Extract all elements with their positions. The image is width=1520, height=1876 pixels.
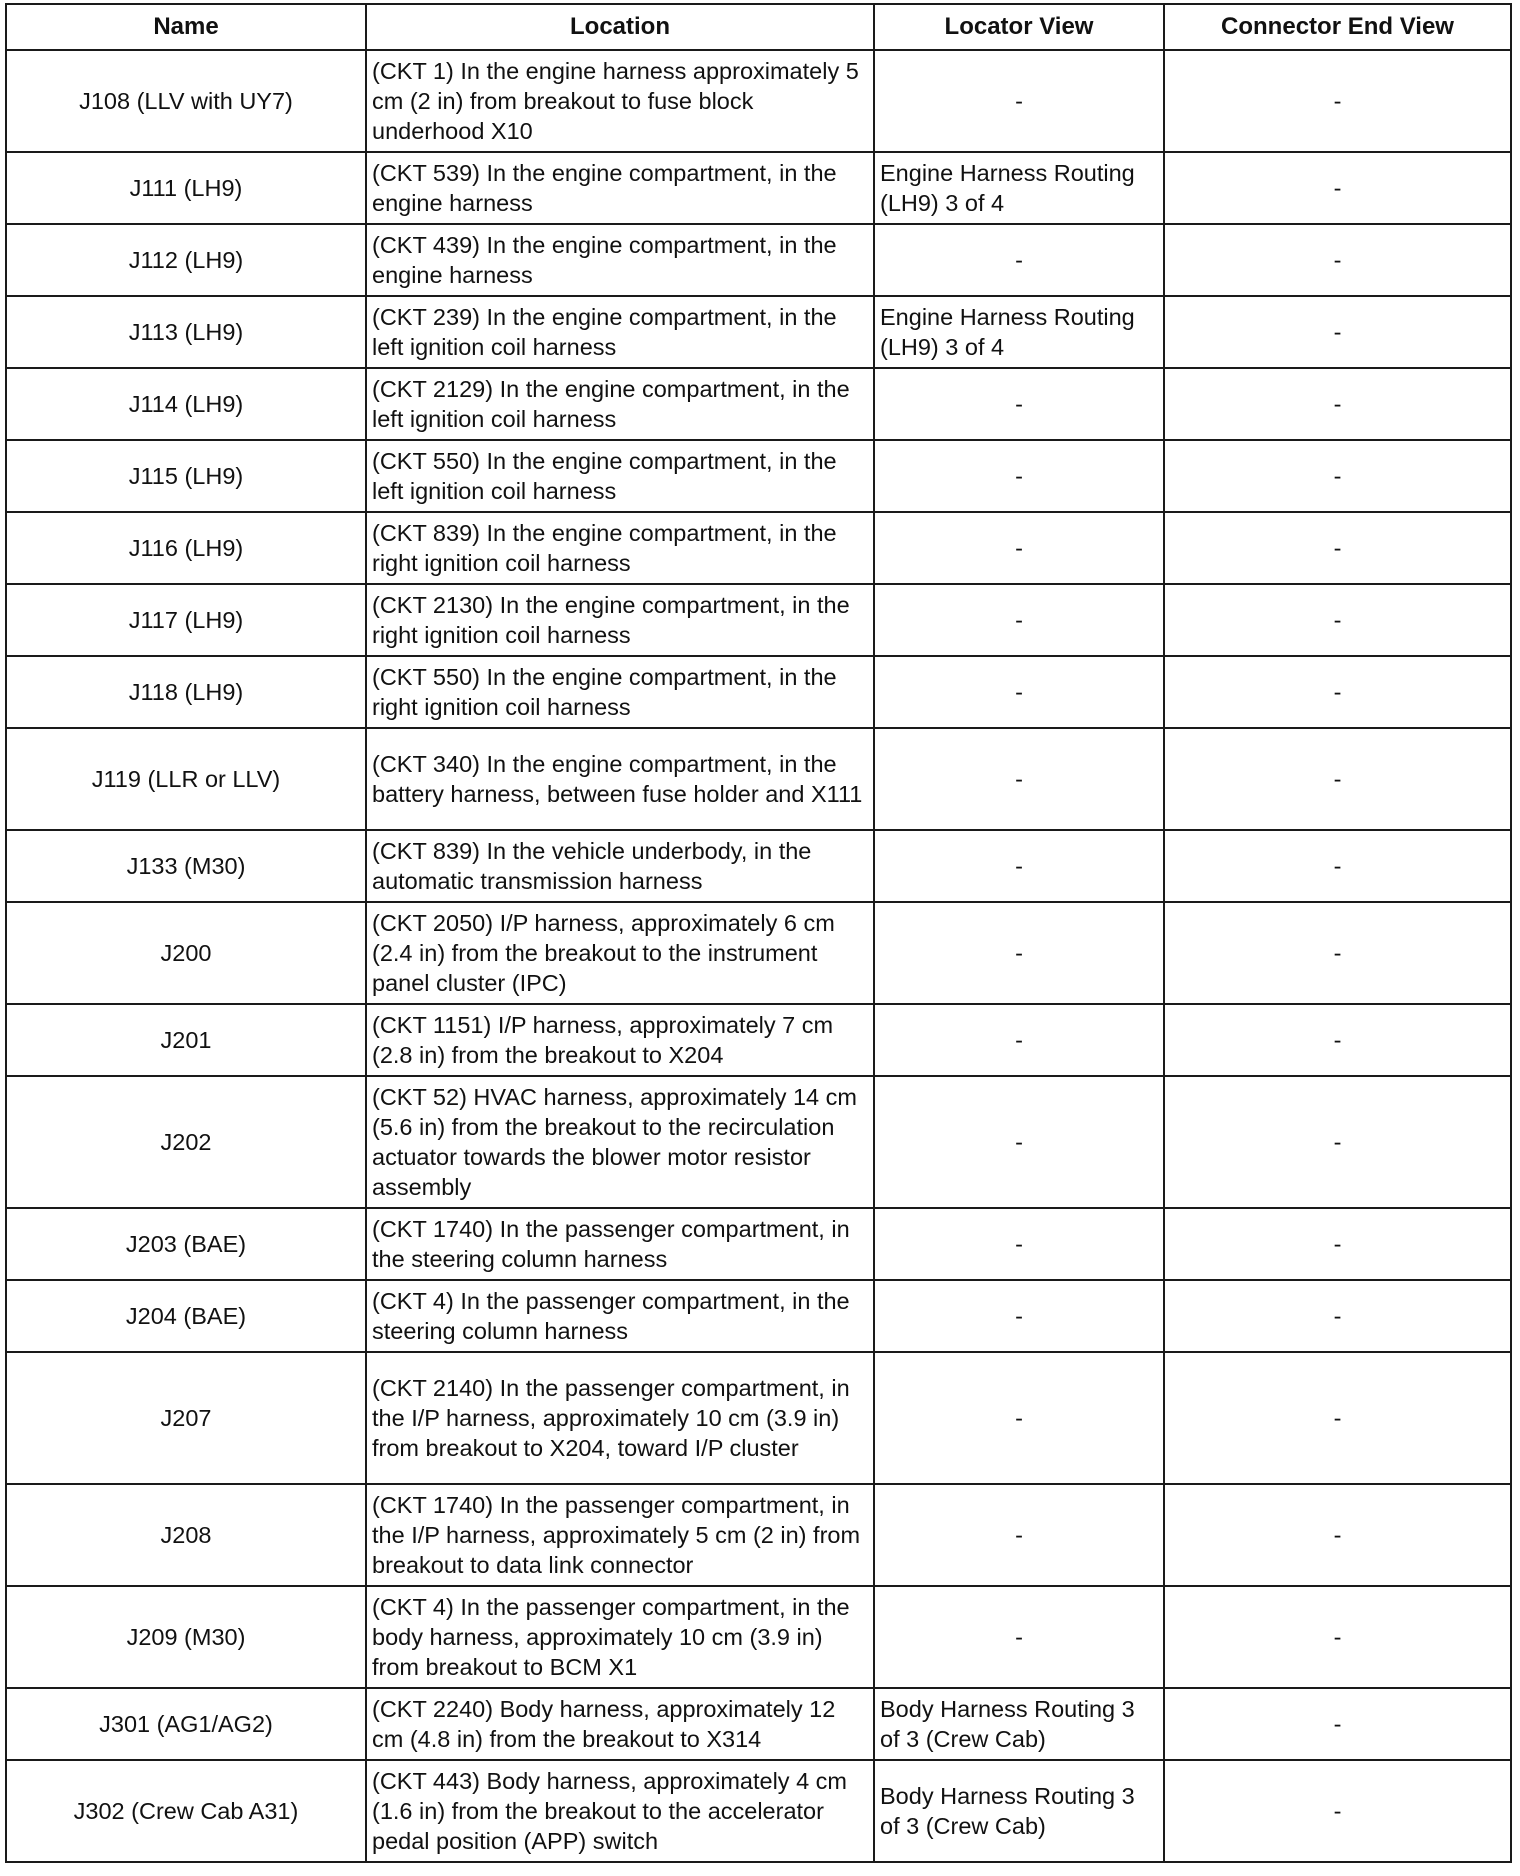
row-connector-end-view: - bbox=[1164, 1280, 1511, 1352]
row-locator-view: Engine Harness Routing (LH9) 3 of 4 bbox=[874, 152, 1164, 224]
table-row bbox=[6, 1586, 1511, 1688]
row-connector-end-view: - bbox=[1164, 1352, 1511, 1484]
row-location: (CKT 1) In the engine harness approximately 5 cm (2 in) from breakout to fuse block underhood X10 bbox=[366, 50, 874, 152]
row-name: J108 (LLV with UY7) bbox=[6, 50, 366, 152]
table-row bbox=[6, 830, 1511, 902]
row-name: J112 (LH9) bbox=[6, 224, 366, 296]
row-locator-view: - bbox=[874, 224, 1164, 296]
row-location: (CKT 2240) Body harness, approximately 12 cm (4.8 in) from the breakout to X314 bbox=[366, 1688, 874, 1760]
header-location: Location bbox=[366, 4, 874, 50]
row-location: (CKT 340) In the engine compartment, in the battery harness, between fuse holder and X111 bbox=[366, 728, 874, 830]
row-location: (CKT 1151) I/P harness, approximately 7 cm (2.8 in) from the breakout to X204 bbox=[366, 1004, 874, 1076]
row-locator-view: - bbox=[874, 1208, 1164, 1280]
table-row bbox=[6, 656, 1511, 728]
row-name: J204 (BAE) bbox=[6, 1280, 366, 1352]
row-name: J209 (M30) bbox=[6, 1586, 366, 1688]
row-connector-end-view: - bbox=[1164, 1760, 1511, 1862]
row-location: (CKT 550) In the engine compartment, in the right ignition coil harness bbox=[366, 656, 874, 728]
row-name: J113 (LH9) bbox=[6, 296, 366, 368]
row-connector-end-view: - bbox=[1164, 1688, 1511, 1760]
row-location: (CKT 2129) In the engine compartment, in the left ignition coil harness bbox=[366, 368, 874, 440]
table-row bbox=[6, 368, 1511, 440]
row-name: J116 (LH9) bbox=[6, 512, 366, 584]
row-locator-view: - bbox=[874, 512, 1164, 584]
row-location: (CKT 2140) In the passenger compartment, in the I/P harness, approximately 10 cm (3.9 in) from breakout to X204, toward I/P cluster bbox=[366, 1352, 874, 1484]
row-location: (CKT 1740) In the passenger compartment, in the steering column harness bbox=[366, 1208, 874, 1280]
row-location: (CKT 4) In the passenger compartment, in the steering column harness bbox=[366, 1280, 874, 1352]
row-name: J203 (BAE) bbox=[6, 1208, 366, 1280]
table-row bbox=[6, 224, 1511, 296]
table-row bbox=[6, 902, 1511, 1004]
table-row bbox=[6, 1076, 1511, 1208]
row-name: J119 (LLR or LLV) bbox=[6, 728, 366, 830]
row-location: (CKT 1740) In the passenger compartment, in the I/P harness, approximately 5 cm (2 in) from breakout to data link connector bbox=[366, 1484, 874, 1586]
row-connector-end-view: - bbox=[1164, 584, 1511, 656]
row-location: (CKT 4) In the passenger compartment, in the body harness, approximately 10 cm (3.9 in) from breakout to BCM X1 bbox=[366, 1586, 874, 1688]
row-name: J301 (AG1/AG2) bbox=[6, 1688, 366, 1760]
row-locator-view: - bbox=[874, 50, 1164, 152]
row-name: J117 (LH9) bbox=[6, 584, 366, 656]
row-location: (CKT 52) HVAC harness, approximately 14 cm (5.6 in) from the breakout to the recirculation actuator towards the blower motor resistor assembly bbox=[366, 1076, 874, 1208]
splice-locations-table bbox=[5, 3, 1512, 1863]
row-location: (CKT 539) In the engine compartment, in the engine harness bbox=[366, 152, 874, 224]
row-locator-view: - bbox=[874, 368, 1164, 440]
row-location: (CKT 839) In the vehicle underbody, in the automatic transmission harness bbox=[366, 830, 874, 902]
row-connector-end-view: - bbox=[1164, 1004, 1511, 1076]
table-row bbox=[6, 1280, 1511, 1352]
row-locator-view: - bbox=[874, 830, 1164, 902]
row-connector-end-view: - bbox=[1164, 224, 1511, 296]
header-name: Name bbox=[6, 4, 366, 50]
row-locator-view: - bbox=[874, 1352, 1164, 1484]
row-name: J201 bbox=[6, 1004, 366, 1076]
row-locator-view: - bbox=[874, 440, 1164, 512]
table-row bbox=[6, 1688, 1511, 1760]
row-connector-end-view: - bbox=[1164, 512, 1511, 584]
row-locator-view: Engine Harness Routing (LH9) 3 of 4 bbox=[874, 296, 1164, 368]
row-connector-end-view: - bbox=[1164, 440, 1511, 512]
table-row bbox=[6, 440, 1511, 512]
table-row bbox=[6, 1004, 1511, 1076]
table-row bbox=[6, 296, 1511, 368]
splice-table-sheet bbox=[5, 3, 1512, 1863]
row-location: (CKT 550) In the engine compartment, in the left ignition coil harness bbox=[366, 440, 874, 512]
header-connector-end-view: Connector End View bbox=[1164, 4, 1511, 50]
row-name: J208 bbox=[6, 1484, 366, 1586]
row-connector-end-view: - bbox=[1164, 1208, 1511, 1280]
row-name: J207 bbox=[6, 1352, 366, 1484]
row-locator-view: - bbox=[874, 1586, 1164, 1688]
row-name: J111 (LH9) bbox=[6, 152, 366, 224]
row-location: (CKT 2130) In the engine compartment, in the right ignition coil harness bbox=[366, 584, 874, 656]
table-row bbox=[6, 512, 1511, 584]
row-connector-end-view: - bbox=[1164, 728, 1511, 830]
table-row bbox=[6, 728, 1511, 830]
header-locator-view: Locator View bbox=[874, 4, 1164, 50]
row-connector-end-view: - bbox=[1164, 50, 1511, 152]
row-location: (CKT 239) In the engine compartment, in the left ignition coil harness bbox=[366, 296, 874, 368]
row-location: (CKT 839) In the engine compartment, in the right ignition coil harness bbox=[366, 512, 874, 584]
row-locator-view: - bbox=[874, 902, 1164, 1004]
row-connector-end-view: - bbox=[1164, 1484, 1511, 1586]
row-locator-view: - bbox=[874, 1280, 1164, 1352]
row-locator-view: - bbox=[874, 1076, 1164, 1208]
row-connector-end-view: - bbox=[1164, 902, 1511, 1004]
table-row bbox=[6, 1760, 1511, 1862]
row-name: J200 bbox=[6, 902, 366, 1004]
row-locator-view: Body Harness Routing 3 of 3 (Crew Cab) bbox=[874, 1760, 1164, 1862]
row-location: (CKT 439) In the engine compartment, in the engine harness bbox=[366, 224, 874, 296]
table-row bbox=[6, 152, 1511, 224]
table-row bbox=[6, 1484, 1511, 1586]
row-locator-view: - bbox=[874, 728, 1164, 830]
row-connector-end-view: - bbox=[1164, 656, 1511, 728]
row-connector-end-view: - bbox=[1164, 152, 1511, 224]
row-locator-view: - bbox=[874, 1484, 1164, 1586]
row-connector-end-view: - bbox=[1164, 368, 1511, 440]
row-location: (CKT 443) Body harness, approximately 4 cm (1.6 in) from the breakout to the accelerator pedal position (APP) switch bbox=[366, 1760, 874, 1862]
row-connector-end-view: - bbox=[1164, 296, 1511, 368]
row-locator-view: - bbox=[874, 584, 1164, 656]
row-locator-view: - bbox=[874, 1004, 1164, 1076]
row-connector-end-view: - bbox=[1164, 1586, 1511, 1688]
row-name: J118 (LH9) bbox=[6, 656, 366, 728]
row-location: (CKT 2050) I/P harness, approximately 6 cm (2.4 in) from the breakout to the instrument panel cluster (IPC) bbox=[366, 902, 874, 1004]
table-row bbox=[6, 1208, 1511, 1280]
table-header-row bbox=[6, 4, 1511, 50]
table-row bbox=[6, 584, 1511, 656]
table-row bbox=[6, 1352, 1511, 1484]
row-locator-view: - bbox=[874, 656, 1164, 728]
row-connector-end-view: - bbox=[1164, 830, 1511, 902]
row-name: J115 (LH9) bbox=[6, 440, 366, 512]
row-name: J302 (Crew Cab A31) bbox=[6, 1760, 366, 1862]
row-locator-view: Body Harness Routing 3 of 3 (Crew Cab) bbox=[874, 1688, 1164, 1760]
row-name: J133 (M30) bbox=[6, 830, 366, 902]
row-connector-end-view: - bbox=[1164, 1076, 1511, 1208]
row-name: J114 (LH9) bbox=[6, 368, 366, 440]
table-row bbox=[6, 50, 1511, 152]
row-name: J202 bbox=[6, 1076, 366, 1208]
